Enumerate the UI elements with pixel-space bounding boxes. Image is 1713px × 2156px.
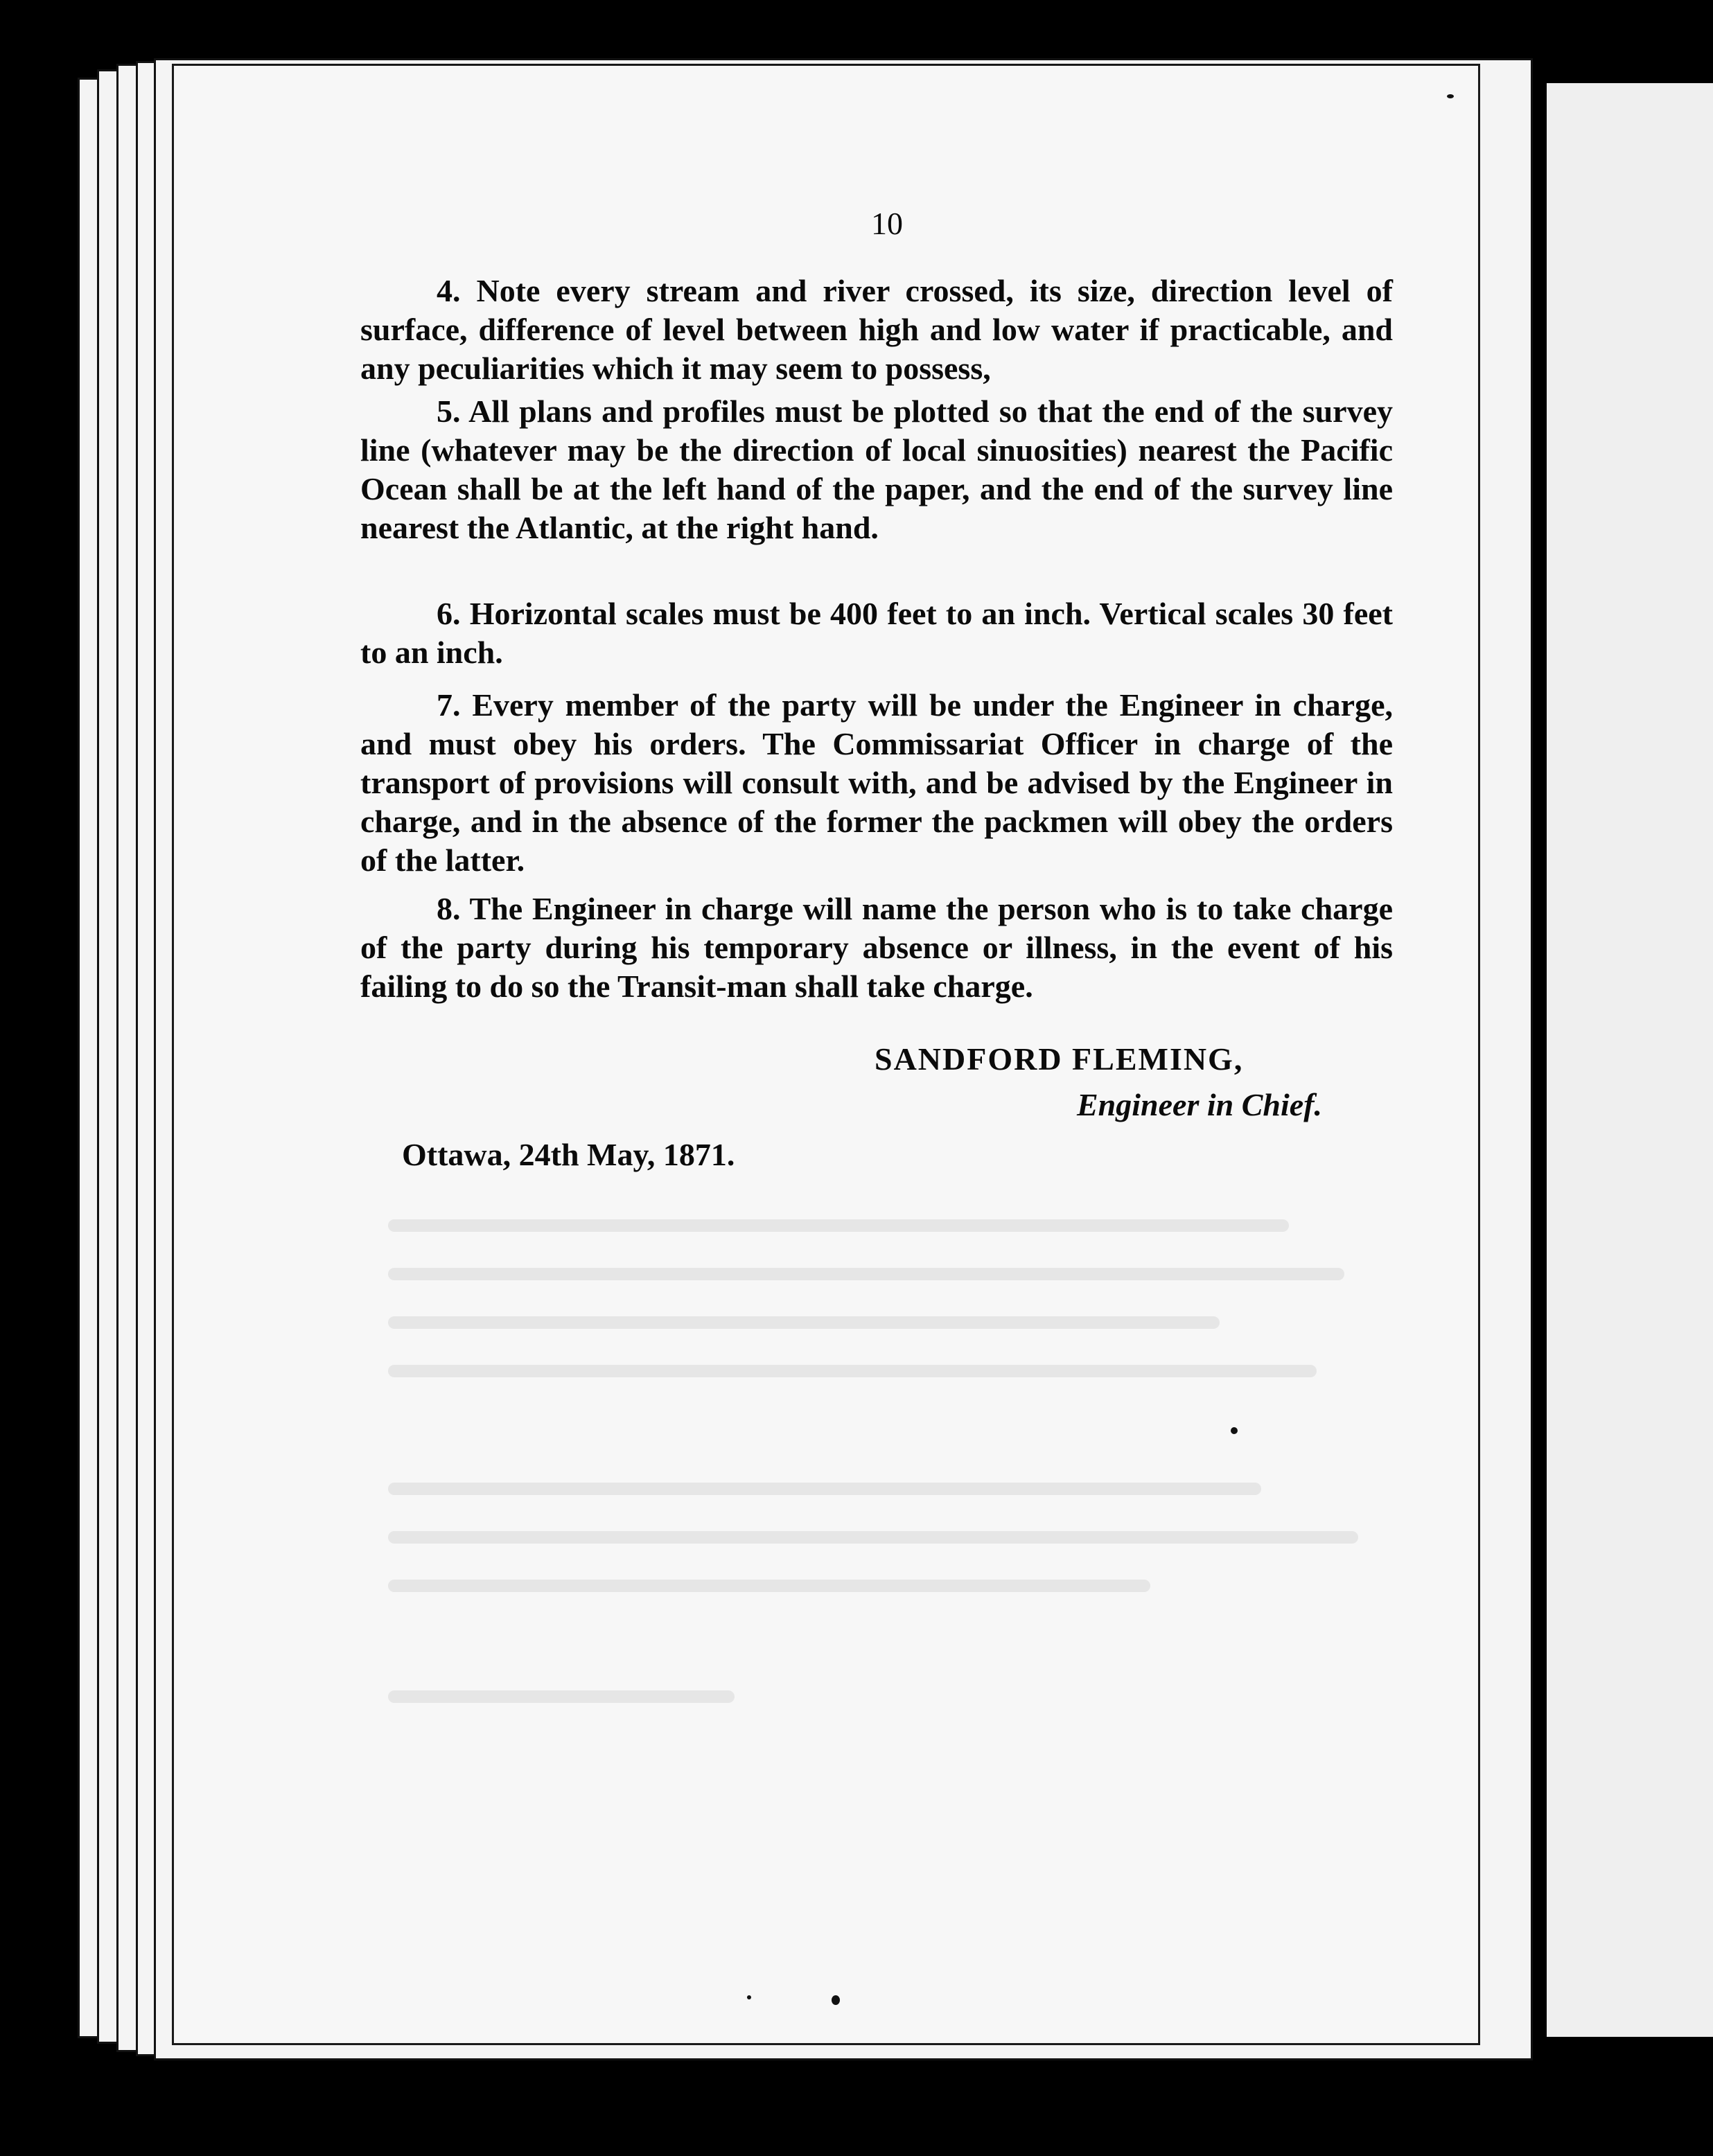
signature-name: SANDFORD FLEMING, (875, 1041, 1244, 1077)
bleed-through-line (388, 1690, 735, 1703)
paragraph-6: 6. Horizontal scales must be 400 feet to an inch. Vertical scales 30 feet to an inch. (360, 596, 1393, 670)
paragraph-4: 4. Note every stream and river crossed, its size, direction level of surface, difference of level between high and low water if practicable, and any peculiarities which it may seem to possess, (360, 273, 1393, 386)
paragraph-5: 5. All plans and profiles must be plotted so that the end of the survey line (whatever may be the direction of local sinuosities) nearest the Pacific Ocean shall be at the left hand of the paper, and the end of the survey line nearest the Atlantic, at the right hand. (360, 394, 1393, 545)
paragraph-8: 8. The Engineer in charge will name the person who is to take charge of the party during his temporary absence or illness, in the event of his failing to do so the Transit-man shall take charge. (360, 891, 1393, 1004)
scan-speck (747, 1995, 751, 1999)
adjacent-page-strip (1547, 83, 1713, 2037)
bleed-through-line (388, 1316, 1220, 1329)
scan-speck (1447, 94, 1454, 98)
bleed-through-line (388, 1483, 1261, 1495)
paragraph-7: 7. Every member of the party will be under the Engineer in charge, and must obey his orders. The Commissariat Officer in charge of the transport of provisions will consult with, and be advised by the Engineer in charge, and in the absence of the former the packmen will obey the orders of the latter. (360, 687, 1393, 878)
bleed-through-line (388, 1219, 1289, 1232)
place-date: Ottawa, 24th May, 1871. (402, 1137, 735, 1172)
scan-speck (1231, 1427, 1238, 1434)
bleed-through-line (388, 1531, 1358, 1544)
page-number: 10 (871, 206, 903, 241)
bleed-through-line (388, 1365, 1317, 1377)
signature-title: Engineer in Chief. (1077, 1087, 1323, 1122)
bleed-through-line (388, 1580, 1150, 1592)
bleed-through-line (388, 1268, 1344, 1280)
scan-speck (832, 1995, 840, 2005)
